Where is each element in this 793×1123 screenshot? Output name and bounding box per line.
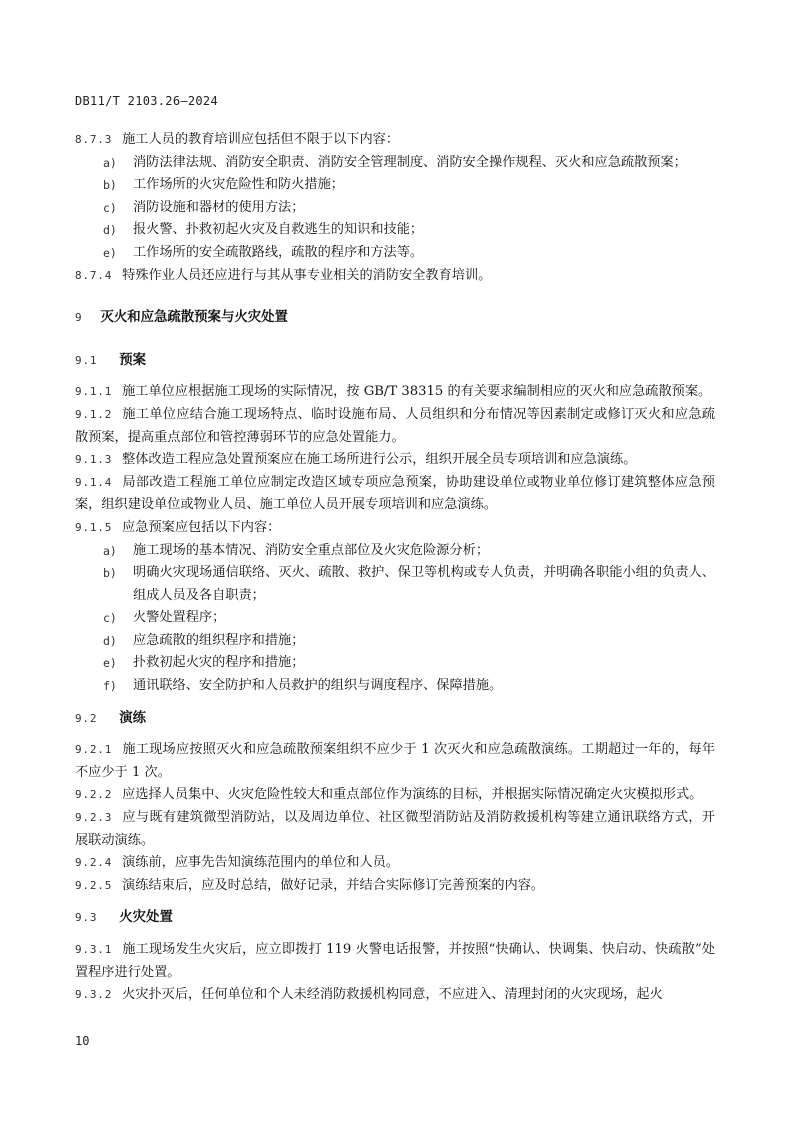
list-text: 报火警、扑救初起火灾及自救逃生的知识和技能； [133,222,424,238]
chapter-number: 9 [75,311,83,325]
page-content [75,129,715,1007]
clause-9-1-5 [75,517,715,540]
clause-number: 9.2.5 [75,878,113,892]
clause-9-2-5 [75,875,715,898]
list-item [75,607,715,630]
clause-9-1-1 [75,381,715,404]
clause-8-7-4 [75,265,715,288]
clause-number: 9.2.2 [75,788,113,802]
list-text: 工作场所的火灾危险性和防火措施； [133,177,344,193]
clause-9-3-1 [75,939,715,984]
list-label: b) [103,178,117,193]
section-title: 预案 [119,352,147,368]
section-title: 演练 [119,710,147,726]
clause-9-3-2 [75,984,715,1007]
section-title: 火灾处置 [119,910,173,926]
clause-number: 9.3.2 [75,988,113,1002]
list-item [75,540,715,563]
clause-9-2-3 [75,807,715,852]
clause-text: 应急预案应包括以下内容： [122,519,281,535]
list-text: 明确火灾现场通信联络、灭火、疏散、救护、保卫等机构或专人负责，并明确各职能小组的负责人、组成人员及各自职责； [133,565,715,603]
section-number: 9.1 [75,353,98,367]
list-label: e) [103,656,117,671]
chapter-9-heading [75,307,715,330]
clause-number: 9.1.2 [75,407,113,421]
list-item [75,562,715,607]
list-item [75,630,715,653]
list-text: 消防设施和器材的使用方法； [133,199,305,215]
list-text: 火警处置程序； [133,610,226,626]
list-label: e) [103,245,117,260]
clause-number: 9.2.1 [75,743,113,757]
list-text: 消防法律法规、消防安全职责、消防安全管理制度、消防安全操作规程、灭火和应急疏散预案； [133,154,687,170]
section-number: 9.3 [75,911,98,925]
clause-text: 施工单位应根据施工现场的实际情况，按 GB/T 38315 的有关要求编制相应的灭火和应急疏散预案。 [122,384,712,400]
list-item [75,219,715,242]
list-label: c) [103,611,117,626]
list-item [75,242,715,265]
list-text: 通讯联络、安全防护和人员救护的组织与调度程序、保障措施。 [133,678,503,694]
document-header-id: DB11/T 2103.26—2024 [75,94,218,108]
list-label: f) [103,679,117,694]
list-text: 工作场所的安全疏散路线，疏散的程序和方法等。 [133,244,424,260]
list-item [75,675,715,698]
list-text: 扑救初起火灾的程序和措施； [133,655,305,671]
clause-number: 8.7.3 [75,133,113,146]
clause-text: 局部改造工程施工单位应制定改造区域专项应急预案，协助建设单位或物业单位修订建筑整体应急预案，组织建设单位或物业人员、施工单位人员开展专项培训和应急演练。 [75,474,715,513]
clause-text: 演练结束后，应及时总结，做好记录，并结合实际修订完善预案的内容。 [122,877,545,893]
chapter-title: 灭火和应急疏散预案与火灾处置 [100,310,288,326]
clause-text: 应与既有建筑微型消防站，以及周边单位、社区微型消防站及消防救援机构等建立通讯联络方式，开展联动演练。 [75,810,715,848]
clause-text: 整体改造工程应急处置预案应在施工场所进行公示，组织开展全员专项培训和应急演练。 [122,452,637,468]
list-text: 应急疏散的组织程序和措施； [133,632,305,648]
list-item [75,174,715,197]
section-9-1-heading [75,350,715,373]
list-label: a) [103,155,117,170]
list-label: d) [103,633,117,648]
list-label: a) [103,543,117,558]
list-label: c) [103,200,117,215]
clause-text: 施工现场发生火灾后，应立即拨打 119 火警电话报警，并按照“快确认、快调集、快启动、快疏散”处置程序进行处置。 [75,942,715,980]
section-number: 9.2 [75,711,98,725]
list-label: d) [103,223,117,238]
clause-text: 施工人员的教育培训应包括但不限于以下内容： [122,132,400,147]
clause-number: 8.7.4 [75,268,113,282]
clause-9-2-4 [75,852,715,875]
clause-text: 施工现场应按照灭火和应急疏散预案组织不应少于 1 次灭火和应急疏散演练。工期超过一年的，每年不应少于 1 次。 [75,742,715,780]
section-9-3-heading [75,907,715,930]
clause-number: 9.1.1 [75,385,113,399]
clause-text: 应选择人员集中、火灾危险性较大和重点部位作为演练的目标，并根据实际情况确定火灾模拟形式。 [122,787,703,803]
clause-number: 9.1.5 [75,520,113,534]
clause-text: 施工单位应结合施工现场特点、临时设施布局、人员组织和分布情况等因素制定或修订灭火和应急疏散预案，提高重点部位和管控薄弱环节的应急处置能力。 [75,406,715,445]
clause-number: 9.2.3 [75,811,113,825]
clause-number: 9.3.1 [75,943,113,956]
list-item [75,197,715,220]
section-9-2-heading [75,708,715,731]
clause-number: 9.1.4 [75,475,113,489]
clause-8-7-3 [75,129,715,152]
clause-number: 9.2.4 [75,856,113,870]
page-number: 10 [75,1034,90,1048]
clause-number: 9.1.3 [75,453,113,467]
list-item [75,152,715,175]
clause-9-2-1 [75,739,715,784]
clause-9-1-2 [75,404,715,449]
list-label: b) [103,566,117,581]
clause-9-1-4 [75,472,715,517]
clause-text: 火灾扑灭后，任何单位和个人未经消防救援机构同意，不应进入、清理封闭的火灾现场，起火 [122,987,663,1003]
list-item [75,652,715,675]
clause-9-1-3 [75,449,715,472]
list-text: 施工现场的基本情况、消防安全重点部位及火灾危险源分析； [133,542,490,558]
clause-text: 演练前，应事先告知演练范围内的单位和人员。 [122,855,400,871]
clause-9-2-2 [75,784,715,807]
clause-text: 特殊作业人员还应进行与其从事专业相关的消防安全教育培训。 [122,267,492,283]
